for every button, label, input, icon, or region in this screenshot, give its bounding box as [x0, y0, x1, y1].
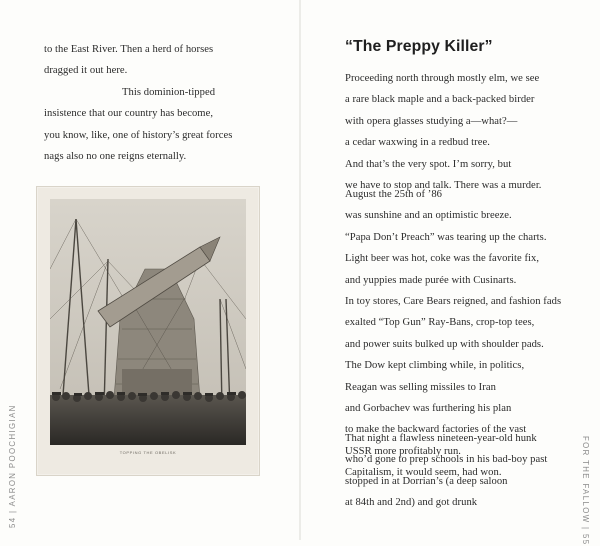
poem-line: In toy stores, Care Bears reigned, and fashion fads — [345, 296, 562, 308]
poem-line: nags also no one reigns eternally. — [44, 151, 187, 163]
poem-line: and power suits bulked up with shoulder pads. — [345, 338, 544, 350]
left-page — [0, 0, 300, 540]
poem-line: a cedar waxwing in a redbud tree. — [345, 137, 490, 149]
poem-line: This dominion-tipped — [122, 86, 216, 98]
poem-line: Reagan was selling missiles to Iran — [345, 381, 496, 393]
poem-line: and yuppies made purée with Cusinarts. — [345, 274, 517, 286]
poem-line: with opera glasses studying a—what?— — [345, 115, 518, 127]
poem-line: we have to stop and talk. There was a murder. — [345, 180, 542, 192]
obelisk-illustration — [50, 199, 246, 445]
poem-line: August the 25th of ’86 — [345, 189, 443, 200]
poem-line: and Gorbachev was furthering his plan — [345, 403, 512, 415]
poem-line: That night a flawless nineteen-year-old hunk — [345, 433, 537, 444]
left-page-folio: 54 | AARON POOCHIGIAN — [8, 404, 17, 528]
poem-line: The Dow kept climbing while, in politics, — [345, 360, 525, 372]
poem-title: “The Preppy Killer” — [345, 38, 493, 55]
poem-line: Proceeding north through mostly elm, we see — [345, 73, 540, 84]
left-poem-text — [44, 39, 232, 167]
obelisk-photograph — [36, 186, 260, 476]
poem-line: USSR more profitably run. — [345, 445, 462, 457]
poem-line: dragged it out here. — [44, 65, 128, 77]
poem-line: insistence that our country has become, — [44, 108, 214, 120]
poem-line: you know, like, one of history’s great forces — [44, 129, 233, 141]
poem-line: exalted “Top Gun” Ray-Bans, crop-top tees, — [345, 317, 535, 329]
poem-line: to make the backward factories of the vast — [345, 424, 527, 436]
poem-line: who’d gone to prep schools in his bad-boy past — [345, 454, 548, 466]
right-poem-text — [300, 0, 600, 540]
poem-line: was sunshine and an optimistic breeze. — [345, 210, 512, 222]
stanza-3 — [345, 428, 547, 514]
photo-caption: TOPPING THE OBELISK — [119, 450, 177, 455]
poem-line: And that’s the very spot. I’m sorry, but — [345, 158, 512, 170]
poem-line: at 84th and 2nd) and got drunk — [345, 497, 478, 509]
poem-line: “Papa Don’t Preach” was tearing up the charts. — [345, 231, 547, 243]
poem-line: Capitalism, it would seem, had won. — [345, 467, 502, 479]
photo-plate — [50, 199, 246, 445]
right-page-folio: FOR THE FALLOW | 55 — [581, 436, 590, 546]
stanza-1 — [345, 68, 542, 196]
poem-line: Light beer was hot, coke was the favorite fix, — [345, 253, 540, 265]
poem-line: stopped in at Dorrian’s (a deep saloon — [345, 475, 508, 487]
poem-line: a rare black maple and a back-packed birder — [345, 94, 535, 106]
poem-line: to the East River. Then a herd of horses — [44, 44, 214, 55]
